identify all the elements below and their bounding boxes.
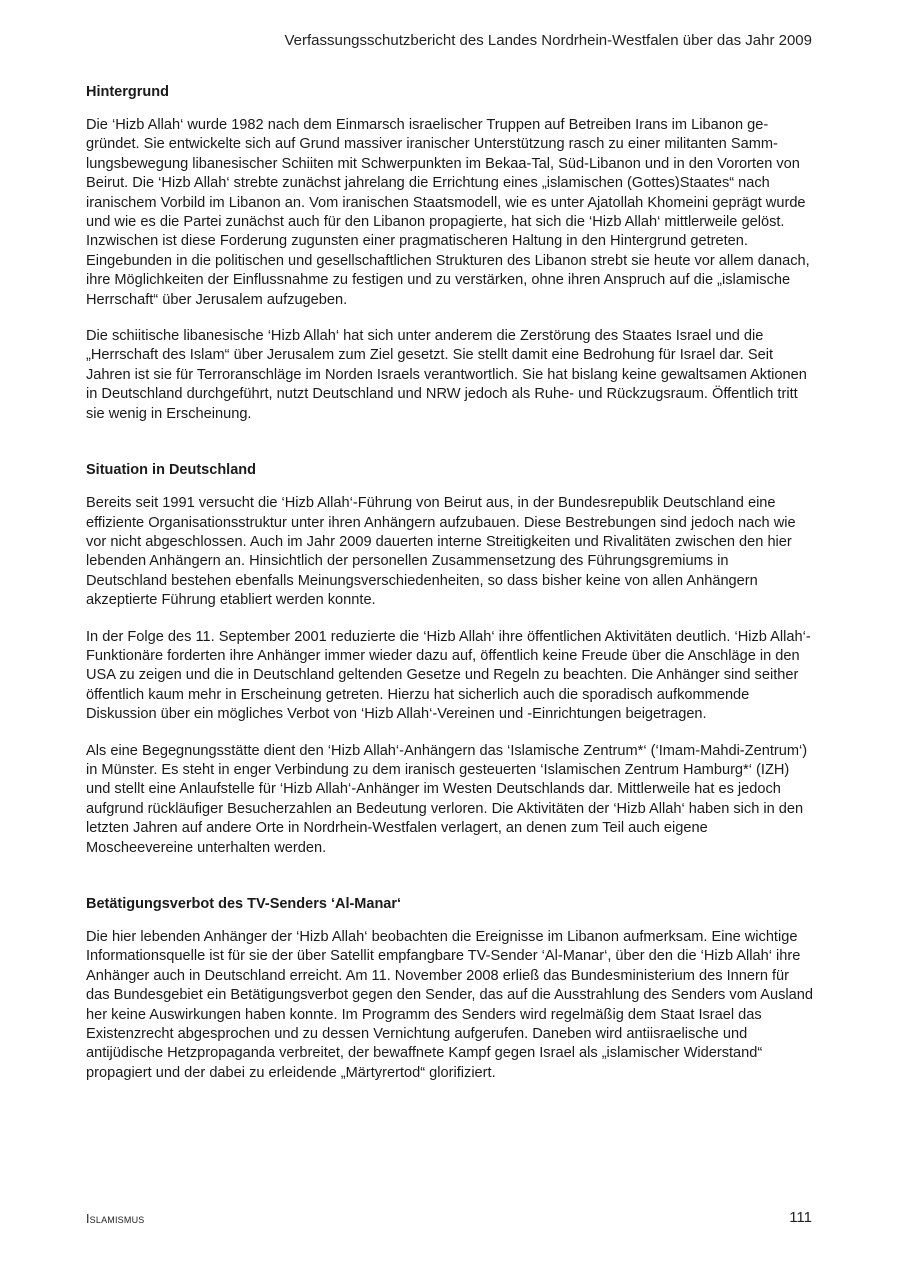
section-heading: Situation in Deutschland bbox=[86, 462, 256, 479]
paragraph: Die schiitische libanesische ‘Hizb Allah‘ hat sich unter anderem die Zerstörung des Staates Israel und die „Herrschaft des Islam“ über Jerusalem zum Ziel gesetzt. Sie stellt damit eine Bedrohung für Israel dar. Seit Jahren ist sie für Terroranschläge im Norden Israels verantwortlich. Sie hat bislang keine gewaltsamen Aktionen in Deutschland durchgeführt, nutzt Deutschland und NRW jedoch als Ruhe- und Rückzugsraum. Öffentlich tritt sie wenig in Erscheinung. bbox=[86, 328, 807, 422]
paragraph: In der Folge des 11. September 2001 reduzierte die ‘Hizb Allah‘ ihre öffentlichen Aktivitäten deutlich. ‘Hizb Allah‘-Funktionäre forderten ihre Anhänger immer wieder dazu auf, öffentlich keine Freude über die Anschläge in den USA zu zeigen und die in Deutschland geltenden Gesetze und Regeln zu beachten. Die Anhänger sind seither öffentlich kaum mehr in Erscheinung getreten. Hierzu hat sicherlich auch die sporadisch aufkommende Diskussion über ein mögliches Verbot von ‘Hizb Allah‘-Vereinen und -Einrichtungen beigetragen. bbox=[86, 628, 811, 723]
section-hintergrund bbox=[86, 83, 813, 424]
paragraph: Als eine Begegnungsstätte dient den ‘Hizb Allah‘-Anhängern das ‘Islamische Zentrum*‘ (‘Imam-Mahdi-Zentrum‘) in Münster. Es steht in enger Verbindung zu dem iranisch gesteuerten ‘Islamischen Zentrum Hamburg*‘ (IZH) und stellt eine Anlaufstelle für ‘Hizb Allah‘-Anhänger im Westen Deutschlands dar. Mittlerweile hat es jedoch aufgrund rückläufiger Besucherzahlen an Bedeutung verloren. Die Aktivitäten der ‘Hizb Allah‘ haben sich in den letzten Jahren auf andere Orte in Nordrhein-Westfalen verlagert, an denen zum Teil auch eigene Moscheevereine unterhalten werden. bbox=[86, 742, 808, 856]
footer-section-label: Islamismus bbox=[86, 1212, 145, 1226]
section-heading: Hintergrund bbox=[86, 84, 169, 100]
section-betaetigungsverbot bbox=[86, 895, 813, 1083]
running-header: Verfassungsschutzbericht des Landes Nordrhein-Westfalen über das Jahr 2009 bbox=[284, 32, 812, 49]
paragraph: Die ‘Hizb Allah‘ wurde 1982 nach dem Einmarsch israelischer Truppen auf Betreiben Irans im Libanon gegründet. Sie entwickelte sich auf Grund massiver iranischer Unterstützung rasch zu einer militanten Sammlungsbewegung libanesischer Schiiten mit Schwerpunkten im Bekaa-Tal, Süd-Libanon und in den Vororten von Beirut. Die ‘Hizb Allah‘ strebte zunächst jahrelang die Errichtung eines „islamischen (Gottes)Staates“ nach iranischem Vorbild im Libanon an. Vom iranischen Staatsmodell, wie es unter Ajatollah Khomeini geprägt wurde und wie es die Partei zunächst auch für den Libanon propagierte, hat sich die ‘Hizb Allah‘ mittlerweile gelöst. Inzwischen ist diese Forderung zugunsten einer pragmatischeren Haltung in den Hintergrund getreten. Eingebunden in die politischen und gesellschaftlichen Strukturen des Libanon strebt sie heute vor allem danach, ihre Möglichkeiten der Einflussnahme zu festigen und zu verstärken, ohne ihren Anspruch auf die „islamische Herrschaft“ über Jerusalem aufzugeben. bbox=[86, 117, 810, 308]
paragraph: Bereits seit 1991 versucht die ‘Hizb Allah‘-Führung von Beirut aus, in der Bundesrepublik Deutschland eine effiziente Organisationsstruktur unter ihren Anhängern aufzubauen. Diese Bestrebungen sind jedoch nach wie vor nicht abgeschlossen. Auch im Jahr 2009 dauerten interne Streitigkeiten und Rivalitäten zwischen den hier lebenden Anhängern an. Hinsichtlich der personellen Zusammensetzung des Führungsgremiums in Deutschland bestehen ebenfalls Meinungsverschiedenheiten, so dass bisher keine von allen Anhängern akzeptierte Führung etabliert werden konnte. bbox=[86, 495, 796, 609]
section-heading: Betätigungsverbot des TV-Senders ‘Al-Manar‘ bbox=[86, 896, 402, 912]
paragraph: Die hier lebenden Anhänger der ‘Hizb Allah‘ beobachten die Ereignisse im Libanon aufmerksam. Eine wichtige Informationsquelle ist für sie der über Satellit empfangbare TV-Sender ‘Al-Manar‘, über den die ‘Hizb Allah‘ ihre Anhänger auch in Deutschland erreicht. Am 11. November 2008 erließ das Bundesministerium des Innern für das Bundesgebiet ein Betätigungsverbot gegen den Sender, das auf die Ausstrahlung des Senders vom Ausland her keine Auswirkungen haben konnte. Im Programm des Senders wird regelmäßig dem Staat Israel das Existenzrecht abgesprochen und zu dessen Vernichtung aufgerufen. Daneben wird antiisraelische und antijüdische Hetzpropaganda verbreitet, der bewaffnete Kampf gegen Israel als „islamischer Widerstand“ propagiert und der dabei zu erleidende „Märtyrertod“ glorifiziert. bbox=[86, 929, 813, 1081]
section-situation-in-deutschland bbox=[86, 461, 813, 858]
page-body bbox=[86, 83, 813, 1100]
page-number: 111 bbox=[789, 1209, 812, 1226]
